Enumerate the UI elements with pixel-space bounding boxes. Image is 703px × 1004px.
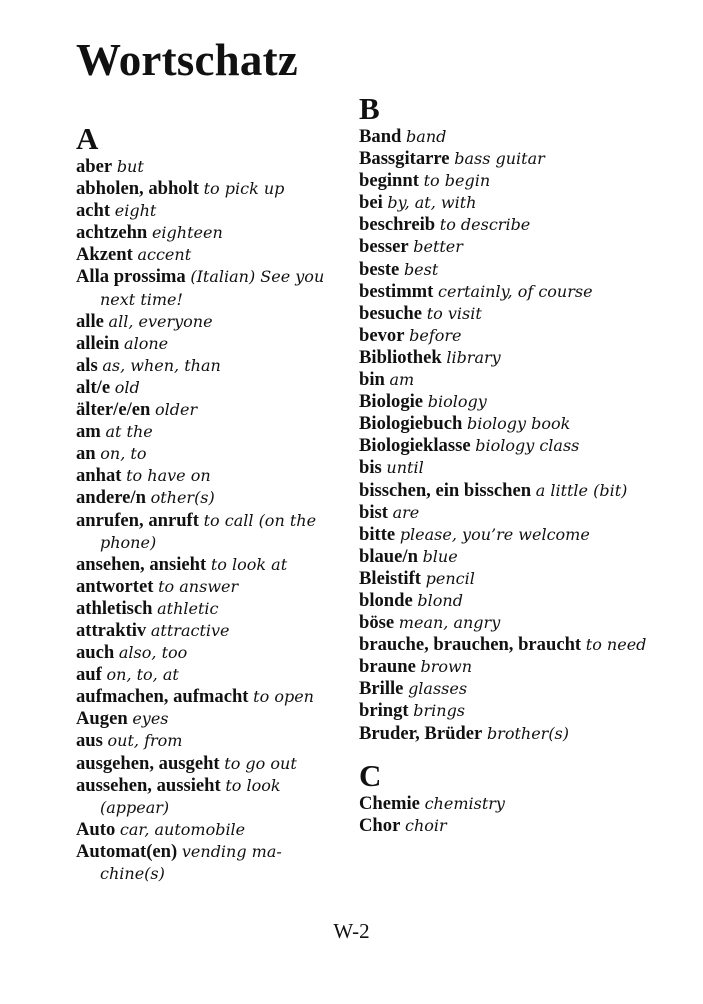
glossary-entry: [359, 192, 659, 214]
entry-term: acht: [76, 200, 111, 222]
entry-term: Brille: [359, 678, 404, 700]
glossary-entry: [359, 259, 659, 281]
glossary-entry: [76, 200, 341, 222]
entry-term: beschreib: [359, 214, 436, 236]
entry-definition: to pick up: [203, 179, 285, 199]
entry-term: Bruder, Brüder: [359, 722, 483, 744]
entry-definition: until: [386, 458, 424, 478]
glossary-entry: [76, 686, 341, 708]
entry-term: bestimmt: [359, 280, 434, 302]
entry-definition: older: [155, 400, 198, 420]
entry-definition: to need: [585, 635, 647, 655]
entry-definition: to call (on the phone): [100, 510, 317, 552]
glossary-entry: [76, 377, 341, 399]
entry-definition: to visit: [426, 303, 482, 323]
entry-definition: biology class: [475, 436, 580, 456]
entry-term: antwortet: [76, 575, 154, 597]
entry-term: Auto: [76, 818, 116, 840]
entry-term: Biologiebuch: [359, 413, 463, 435]
entry-definition: choir: [404, 815, 447, 835]
entry-term: als: [76, 354, 98, 376]
glossary-entry: [359, 678, 659, 700]
glossary-entry: [359, 457, 659, 479]
glossary-entry: [76, 620, 341, 642]
glossary-entry: [76, 465, 341, 487]
entry-term: besser: [359, 236, 409, 258]
entry-definition: to look (appear): [100, 775, 281, 817]
entry-term: Alla prossima: [76, 266, 186, 288]
entry-definition: band: [406, 127, 447, 146]
entry-definition: blond: [417, 590, 463, 610]
entry-term: böse: [359, 612, 395, 634]
glossary-column-right: [359, 92, 659, 837]
entry-definition: eighteen: [151, 223, 223, 243]
page-number: W-2: [333, 919, 370, 943]
entry-definition: chemistry: [424, 793, 505, 813]
glossary-entry: [76, 642, 341, 664]
glossary-entry: [76, 576, 341, 598]
entry-term: besuche: [359, 302, 423, 324]
entry-term: Biologieklasse: [359, 435, 471, 457]
entry-list-a: [76, 156, 341, 885]
glossary-column-left: [76, 122, 341, 885]
entry-term: beste: [359, 258, 400, 280]
entry-definition: am: [389, 370, 415, 390]
entry-definition: eyes: [132, 709, 169, 729]
glossary-entry: [76, 819, 341, 841]
glossary-entry: [359, 815, 659, 837]
entry-term: Augen: [76, 708, 128, 730]
entry-term: Biologie: [359, 391, 424, 413]
glossary-entry: [359, 700, 659, 722]
entry-definition: also, too: [118, 643, 188, 663]
entry-term: am: [76, 421, 101, 443]
glossary-entry: [359, 325, 659, 347]
glossary-entry: [359, 214, 659, 236]
entry-definition: biology book: [466, 414, 571, 434]
entry-term: bei: [359, 192, 383, 214]
glossary-entry: [359, 435, 659, 457]
entry-term: aussehen, aussieht: [76, 774, 221, 796]
entry-term: achtzehn: [76, 222, 148, 244]
entry-definition: on, to: [100, 444, 147, 464]
entry-definition: but: [116, 157, 144, 176]
glossary-entry: [76, 178, 341, 200]
entry-definition: car, automobile: [119, 819, 246, 839]
section-letter-c: C: [359, 757, 382, 793]
entry-definition: all, everyone: [108, 311, 213, 331]
glossary-entry: [76, 753, 341, 775]
entry-definition: (Italian) See you next time!: [100, 267, 325, 309]
entry-term: auch: [76, 642, 115, 664]
entry-term: Chor: [359, 814, 401, 836]
entry-definition: vending ma-chine(s): [100, 841, 282, 883]
glossary-entry: [76, 222, 341, 244]
glossary-entry: [359, 524, 659, 546]
entry-definition: as, when, than: [102, 355, 221, 375]
entry-term: auf: [76, 664, 102, 686]
entry-term: älter/e/en: [76, 399, 151, 421]
entry-term: alt/e: [76, 376, 111, 398]
glossary-entry: [359, 502, 659, 524]
glossary-entry: [76, 510, 341, 554]
entry-term: blonde: [359, 589, 413, 611]
entry-list-c: [359, 793, 659, 837]
glossary-entry: [76, 487, 341, 509]
entry-term: blaue/n: [359, 545, 418, 567]
entry-definition: to go out: [224, 753, 297, 773]
entry-definition: biology: [427, 392, 487, 412]
page-title: Wortschatz: [76, 35, 298, 85]
entry-term: Band: [359, 126, 402, 147]
glossary-entry: [359, 634, 659, 656]
entry-definition: brown: [420, 657, 473, 677]
glossary-entry: [76, 311, 341, 333]
entry-definition: other(s): [150, 488, 215, 508]
entry-definition: eight: [114, 201, 157, 221]
entry-definition: alone: [124, 333, 169, 353]
glossary-entry: [76, 554, 341, 576]
entry-term: andere/n: [76, 487, 146, 509]
entry-term: anhat: [76, 465, 122, 487]
glossary-entry: [359, 546, 659, 568]
glossary-entry: [76, 355, 341, 377]
glossary-entry: [359, 568, 659, 590]
entry-term: anrufen, anruft: [76, 509, 199, 531]
entry-term: Chemie: [359, 792, 420, 814]
glossary-entry: [359, 793, 659, 815]
glossary-entry: [76, 598, 341, 620]
entry-term: bitte: [359, 523, 396, 545]
entry-definition: brother(s): [486, 723, 570, 743]
glossary-entry: [76, 156, 341, 178]
entry-term: an: [76, 443, 96, 465]
section-letter-b: B: [359, 91, 380, 126]
glossary-entry: [76, 664, 341, 686]
entry-definition: accent: [137, 245, 192, 265]
entry-term: Akzent: [76, 244, 133, 266]
entry-term: braune: [359, 656, 416, 678]
entry-definition: bass guitar: [454, 149, 545, 169]
entry-definition: to open: [253, 687, 314, 707]
entry-term: bevor: [359, 324, 405, 346]
entry-term: aufmachen, aufmacht: [76, 686, 249, 708]
glossary-entry: [76, 266, 341, 310]
entry-definition: best: [403, 259, 439, 279]
glossary-entry: [359, 480, 659, 502]
glossary-entry: [359, 590, 659, 612]
entry-term: bist: [359, 501, 388, 523]
glossary-entry: [359, 347, 659, 369]
glossary-entry: [76, 841, 341, 885]
entry-definition: out, from: [107, 731, 183, 751]
entry-definition: to have on: [126, 466, 211, 486]
entry-term: Bleistift: [359, 567, 421, 589]
glossary-entry: [359, 723, 659, 745]
glossary-entry: [359, 148, 659, 170]
glossary-entry: [76, 333, 341, 355]
section-letter-a: A: [76, 121, 99, 156]
entry-term: Bassgitarre: [359, 148, 450, 170]
entry-definition: glasses: [408, 679, 468, 699]
entry-term: abholen, abholt: [76, 178, 199, 200]
glossary-entry: [76, 730, 341, 752]
glossary-entry: [76, 443, 341, 465]
entry-list-b: [359, 126, 659, 745]
entry-definition: certainly, of course: [438, 281, 593, 301]
entry-definition: attractive: [150, 620, 230, 640]
entry-term: alle: [76, 310, 104, 332]
glossary-entry: [359, 236, 659, 258]
entry-term: aber: [76, 156, 113, 177]
entry-definition: mean, angry: [398, 613, 501, 633]
entry-definition: at the: [105, 422, 153, 442]
entry-term: bringt: [359, 700, 409, 722]
entry-term: allein: [76, 332, 120, 354]
entry-term: ansehen, ansieht: [76, 553, 207, 575]
entry-definition: to look at: [210, 554, 288, 574]
entry-definition: athletic: [157, 598, 219, 618]
glossary-entry: [359, 369, 659, 391]
glossary-entry: [359, 126, 659, 148]
entry-term: Bibliothek: [359, 346, 442, 368]
entry-definition: blue: [422, 546, 458, 566]
entry-term: bis: [359, 457, 382, 479]
glossary-entry: [76, 708, 341, 730]
entry-definition: library: [446, 347, 501, 367]
entry-definition: to describe: [439, 215, 531, 235]
glossary-entry: [76, 399, 341, 421]
entry-definition: old: [114, 377, 140, 397]
entry-term: bisschen, ein bisschen: [359, 479, 532, 501]
entry-definition: please, you’re welcome: [399, 524, 590, 544]
entry-term: brauche, brauchen, braucht: [359, 634, 582, 656]
entry-definition: by, at, with: [387, 193, 477, 213]
entry-definition: before: [409, 325, 462, 345]
glossary-entry: [359, 612, 659, 634]
entry-definition: on, to, at: [106, 665, 179, 685]
entry-term: athletisch: [76, 597, 153, 619]
entry-definition: to begin: [423, 171, 491, 191]
entry-definition: brings: [413, 701, 466, 721]
glossary-entry: [359, 303, 659, 325]
glossary-entry: [359, 170, 659, 192]
entry-definition: a little (bit): [535, 480, 628, 500]
glossary-entry: [76, 421, 341, 443]
entry-definition: to answer: [158, 576, 239, 596]
entry-term: attraktiv: [76, 619, 147, 641]
entry-definition: pencil: [425, 568, 475, 588]
entry-term: ausgehen, ausgeht: [76, 752, 220, 774]
glossary-entry: [359, 391, 659, 413]
entry-definition: better: [413, 237, 463, 257]
glossary-entry: [359, 656, 659, 678]
entry-term: aus: [76, 730, 103, 752]
entry-definition: are: [392, 502, 420, 522]
entry-term: bin: [359, 369, 385, 391]
glossary-entry: [76, 775, 341, 819]
entry-term: Automat(en): [76, 840, 178, 862]
glossary-entry: [76, 244, 341, 266]
entry-term: beginnt: [359, 170, 419, 192]
glossary-entry: [359, 281, 659, 303]
glossary-entry: [359, 413, 659, 435]
